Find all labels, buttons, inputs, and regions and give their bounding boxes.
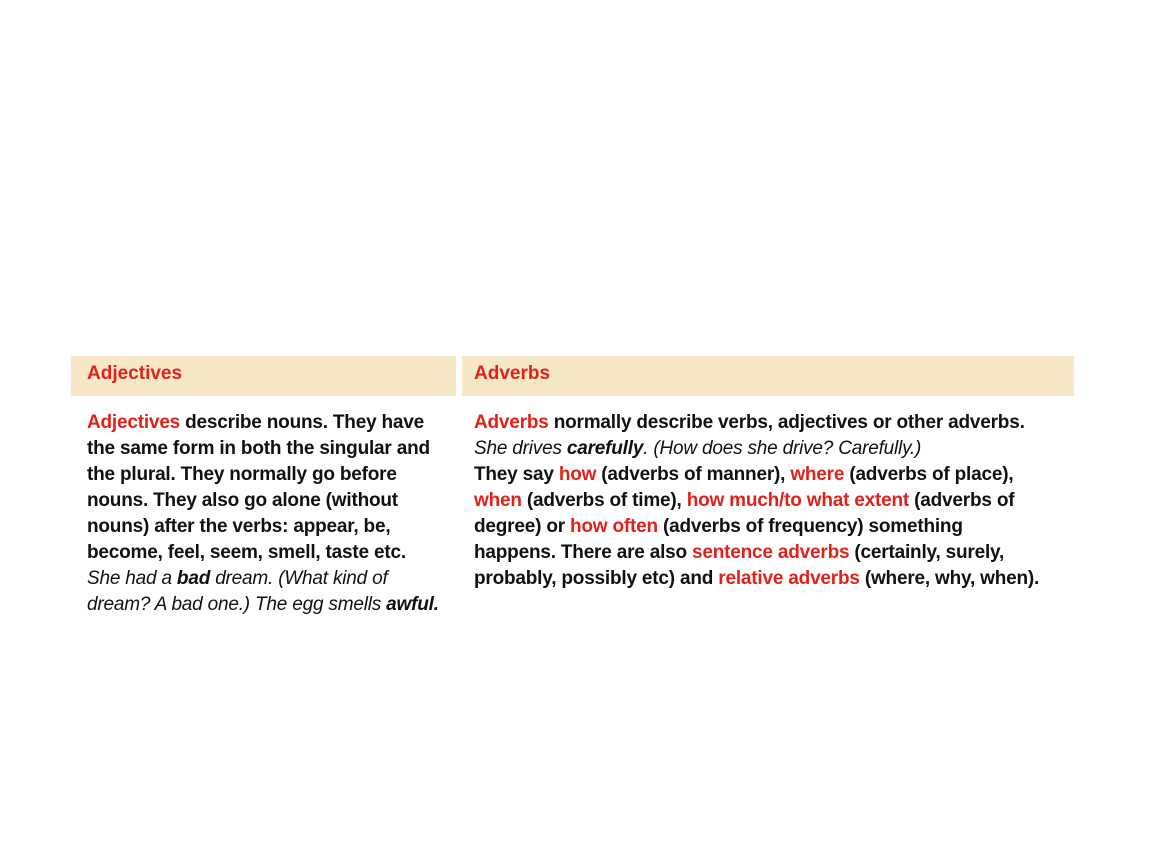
adverbs-text: degree) or <box>474 516 570 537</box>
highlight-when: when <box>474 490 522 511</box>
highlight-sentence-adverbs: sentence adverbs <box>692 542 850 563</box>
adverbs-line-6 <box>474 540 1074 566</box>
adverbs-line-4 <box>474 488 1074 514</box>
adverbs-line-3 <box>474 462 1074 488</box>
adverbs-term: Adverbs <box>474 412 549 433</box>
adjectives-example-line-2 <box>87 592 455 618</box>
adverbs-text: normally describe verbs, adjectives or other adverbs. <box>548 412 1025 433</box>
adverbs-line-7 <box>474 566 1074 592</box>
highlight-relative-adverbs: relative adverbs <box>718 568 860 589</box>
adjectives-term: Adjectives <box>87 412 181 433</box>
example-text: dream. (What kind of <box>210 568 388 589</box>
adverbs-text: (where, why, when). <box>859 568 1040 589</box>
highlight-how-often: how often <box>570 516 658 537</box>
adjectives-example-line-1 <box>87 566 455 592</box>
adverbs-example-line <box>474 436 1074 462</box>
example-keyword: awful. <box>386 594 439 615</box>
highlight-where: where <box>790 464 845 485</box>
adjectives-line-1 <box>87 410 455 436</box>
adjectives-heading: Adjectives <box>87 363 183 384</box>
adverbs-text: They say <box>474 464 559 485</box>
adjectives-body <box>87 410 455 618</box>
adjectives-line-3: the plural. They normally go before <box>87 464 397 485</box>
adjectives-line-2: the same form in both the singular and <box>87 438 430 459</box>
adjectives-text: describe nouns. They have <box>180 412 425 433</box>
example-text: She had a <box>87 568 177 589</box>
adverbs-text: (adverbs of <box>909 490 1015 511</box>
example-keyword: carefully <box>566 438 644 459</box>
adverbs-text: (adverbs of manner), <box>596 464 791 485</box>
adverbs-text: (certainly, surely, <box>849 542 1005 563</box>
adverbs-heading: Adverbs <box>474 363 551 384</box>
example-keyword: bad <box>176 568 211 589</box>
adjectives-line-6: become, feel, seem, smell, taste etc. <box>87 542 406 563</box>
adverbs-text: (adverbs of frequency) something <box>657 516 963 537</box>
adjectives-line-4: nouns. They also go alone (without <box>87 490 398 511</box>
example-text: dream? A bad one.) The egg smells <box>87 594 387 615</box>
highlight-how-much: how much/to what extent <box>686 490 910 511</box>
highlight-how: how <box>558 464 597 485</box>
example-text: . (How does she drive? Carefully.) <box>643 438 922 459</box>
adverbs-header-band <box>462 356 1074 396</box>
adverbs-text: happens. There are also <box>474 542 693 563</box>
adjectives-line-5: nouns) after the verbs: appear, be, <box>87 516 391 537</box>
adverbs-body <box>474 410 1074 592</box>
adverbs-text: probably, possibly etc) and <box>474 568 719 589</box>
adverbs-line-1 <box>474 410 1074 436</box>
adverbs-line-5 <box>474 514 1074 540</box>
adverbs-text: (adverbs of time), <box>521 490 687 511</box>
example-text: She drives <box>474 438 567 459</box>
adverbs-text: (adverbs of place), <box>844 464 1014 485</box>
